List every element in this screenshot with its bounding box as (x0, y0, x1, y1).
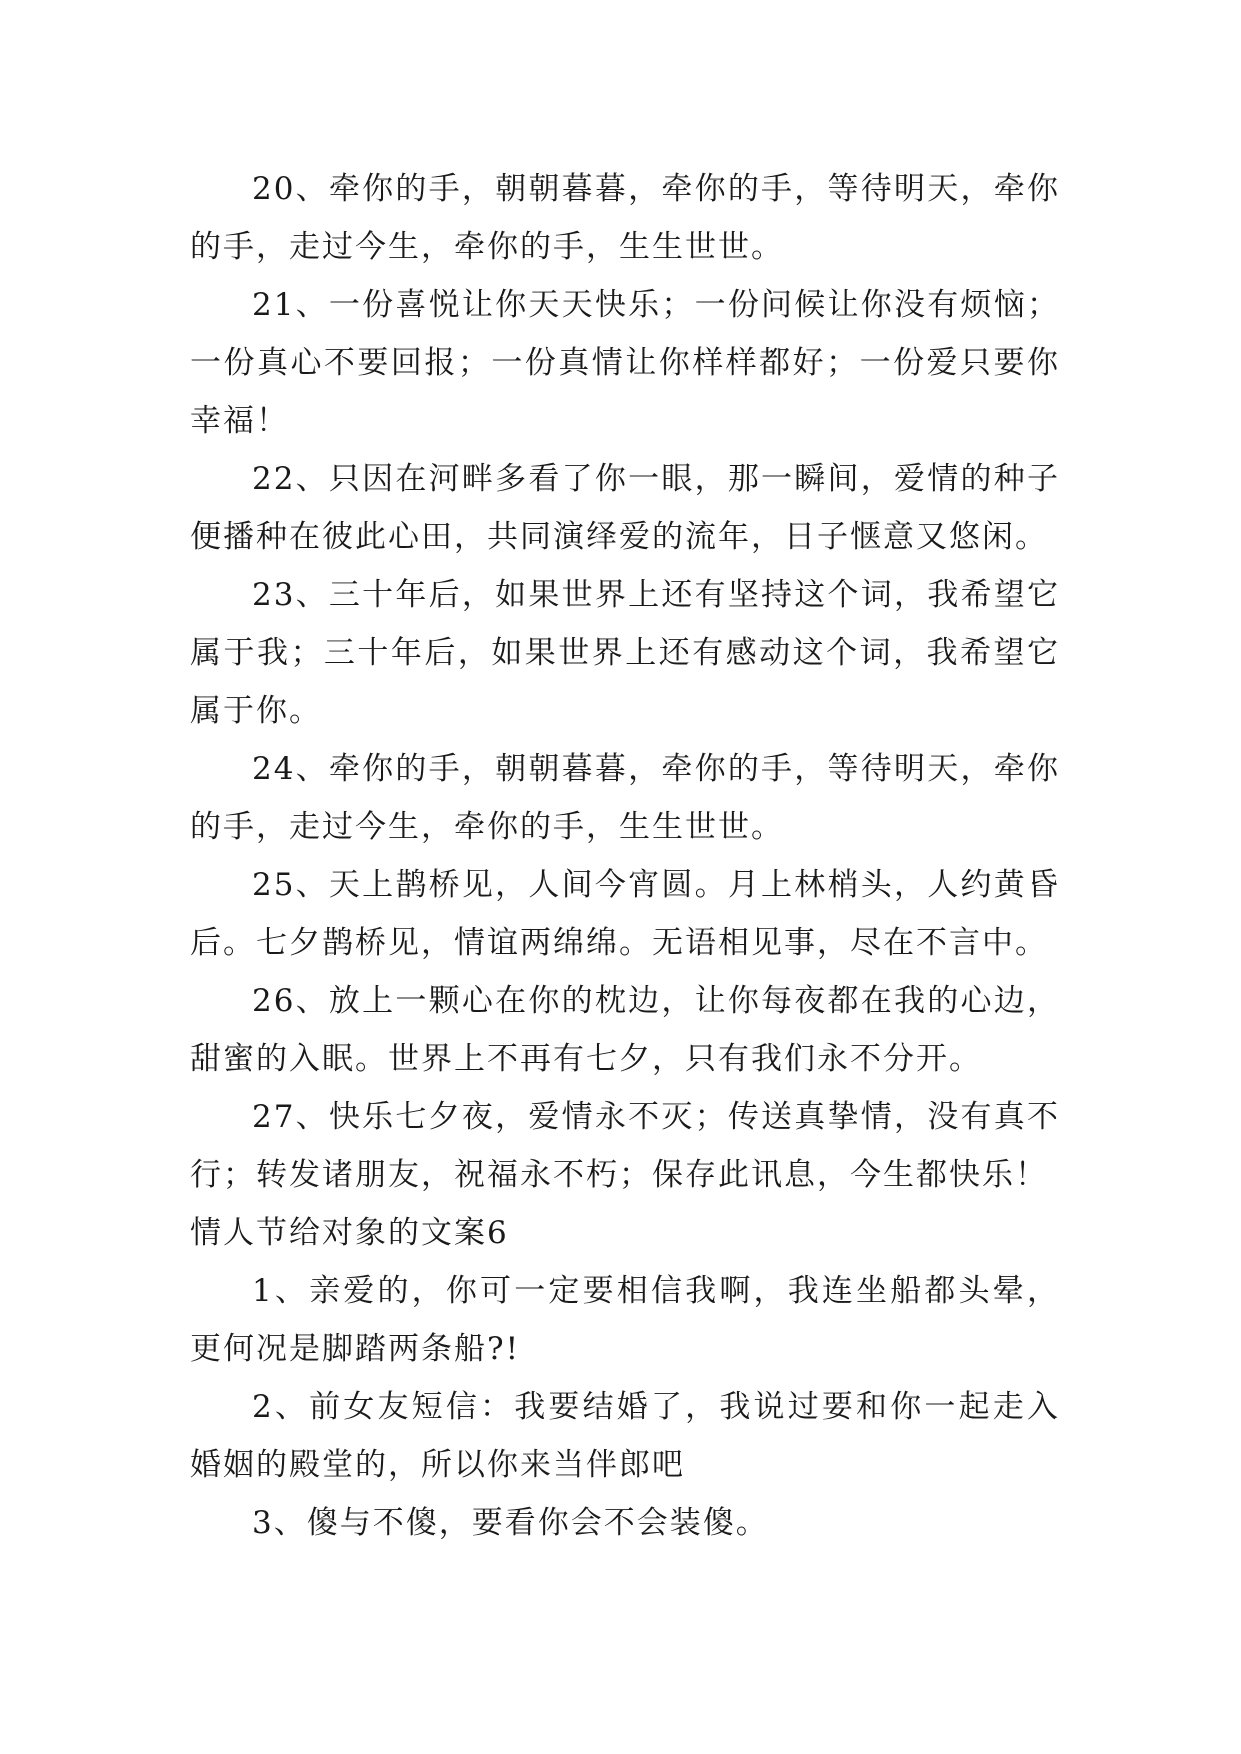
document-body (190, 160, 1060, 1552)
paragraph-26: 26、放上一颗心在你的枕边，让你每夜都在我的心边，甜蜜的入眠。世界上不再有七夕，只有我们永不分开。 (190, 983, 1060, 1077)
section-paragraph-3: 3、傻与不傻，要看你会不会装傻。 (252, 1505, 769, 1541)
section-paragraph-1: 1、亲爱的，你可一定要相信我啊，我连坐船都头晕，更何况是脚踏两条船?! (190, 1273, 1060, 1367)
paragraph-22: 22、只因在河畔多看了你一眼，那一瞬间，爱情的种子便播种在彼此心田，共同演绎爱的流年，日子惬意又悠闲。 (190, 461, 1060, 555)
section-paragraph-2: 2、前女友短信：我要结婚了，我说过要和你一起走入婚姻的殿堂的，所以你来当伴郎吧 (190, 1389, 1060, 1483)
paragraph-25: 25、天上鹊桥见，人间今宵圆。月上林梢头，人约黄昏后。七夕鹊桥见，情谊两绵绵。无语相见事，尽在不言中。 (190, 867, 1060, 961)
paragraph-20: 20、牵你的手，朝朝暮暮，牵你的手，等待明天，牵你的手，走过今生，牵你的手，生生世世。 (190, 171, 1060, 265)
paragraph-27: 27、快乐七夕夜，爱情永不灭；传送真挚情，没有真不行；转发诸朋友，祝福永不朽；保存此讯息，今生都快乐！ (190, 1099, 1060, 1193)
section-heading: 情人节给对象的文案6 (190, 1215, 509, 1251)
paragraph-24: 24、牵你的手，朝朝暮暮，牵你的手，等待明天，牵你的手，走过今生，牵你的手，生生世世。 (190, 751, 1060, 845)
paragraph-21: 21、一份喜悦让你天天快乐；一份问候让你没有烦恼；一份真心不要回报；一份真情让你样样都好；一份爱只要你幸福！ (190, 287, 1060, 439)
paragraph-23: 23、三十年后，如果世界上还有坚持这个词，我希望它属于我；三十年后，如果世界上还有感动这个词，我希望它属于你。 (190, 577, 1060, 729)
